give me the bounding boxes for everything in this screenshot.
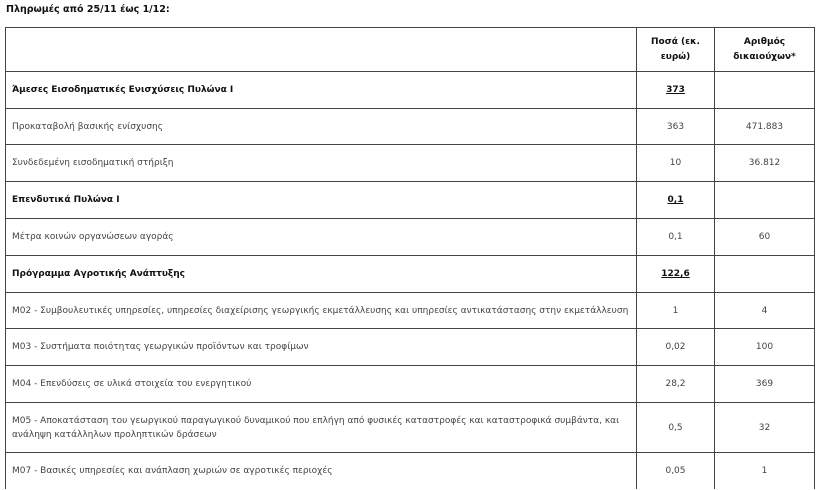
table-row: [6, 366, 815, 403]
row-label: Μ03 - Συστήματα ποιότητας γεωργικών προϊόντων και τροφίμων: [6, 329, 637, 366]
table-row-section: [6, 182, 815, 219]
row-amount: 0,5: [637, 403, 715, 453]
row-beneficiaries: 4: [715, 293, 815, 329]
row-label: Πρόγραμμα Αγροτικής Ανάπτυξης: [6, 256, 637, 293]
row-amount: 0,02: [637, 329, 715, 366]
row-amount: 0,05: [637, 453, 715, 490]
beneficiaries-header: Αριθμός δικαιούχων*: [715, 28, 815, 72]
table-row: [6, 293, 815, 329]
row-label: Μ07 - Βασικές υπηρεσίες και ανάπλαση χωριών σε αγροτικές περιοχές: [6, 453, 637, 490]
description-header: [6, 28, 637, 72]
row-amount: 10: [637, 145, 715, 182]
row-amount: 1: [637, 293, 715, 329]
row-beneficiaries: [715, 72, 815, 109]
row-amount: 0,1: [637, 182, 715, 219]
row-beneficiaries: 36.812: [715, 145, 815, 182]
row-label: Μέτρα κοινών οργανώσεων αγοράς: [6, 219, 637, 256]
row-label: Μ04 - Επενδύσεις σε υλικά στοιχεία του ενεργητικού: [6, 366, 637, 403]
table-row: [6, 145, 815, 182]
row-amount: 363: [637, 109, 715, 145]
row-beneficiaries: [715, 182, 815, 219]
row-beneficiaries: [715, 256, 815, 293]
table-row: [6, 453, 815, 490]
row-beneficiaries: 1: [715, 453, 815, 490]
row-beneficiaries: 32: [715, 403, 815, 453]
table-row: [6, 219, 815, 256]
table-row: [6, 109, 815, 145]
row-amount: 0,1: [637, 219, 715, 256]
row-label: Συνδεδεμένη εισοδηματική στήριξη: [6, 145, 637, 182]
row-amount: 28,2: [637, 366, 715, 403]
table-row-section: [6, 256, 815, 293]
row-label: Μ02 - Συμβουλευτικές υπηρεσίες, υπηρεσίες διαχείρισης γεωργικής εκμετάλλευσης και υπηρεσίες αντικατάστασης στην εκμετάλλευση: [6, 293, 637, 329]
row-amount: 373: [637, 72, 715, 109]
row-label: Προκαταβολή βασικής ενίσχυσης: [6, 109, 637, 145]
row-beneficiaries: 100: [715, 329, 815, 366]
row-beneficiaries: 471.883: [715, 109, 815, 145]
row-label: Άμεσες Εισοδηματικές Ενισχύσεις Πυλώνα Ι: [6, 72, 637, 109]
row-beneficiaries: 369: [715, 366, 815, 403]
table-header-row: [6, 28, 815, 72]
amount-header: Ποσά (εκ. ευρώ): [637, 28, 715, 72]
page-heading: Πληρωμές από 25/11 έως 1/12:: [6, 4, 170, 15]
payments-table: [5, 27, 815, 490]
row-label: Μ05 - Αποκατάσταση του γεωργικού παραγωγικού δυναμικού που επλήγη από φυσικές καταστροφές και καταστροφικά συμβάντα, και ανάληψη κατάλληλων προληπτικών δράσεων: [6, 403, 637, 453]
row-label: Επενδυτικά Πυλώνα Ι: [6, 182, 637, 219]
table-row: [6, 403, 815, 453]
table-row: [6, 329, 815, 366]
row-beneficiaries: 60: [715, 219, 815, 256]
row-amount: 122,6: [637, 256, 715, 293]
table-row-section: [6, 72, 815, 109]
